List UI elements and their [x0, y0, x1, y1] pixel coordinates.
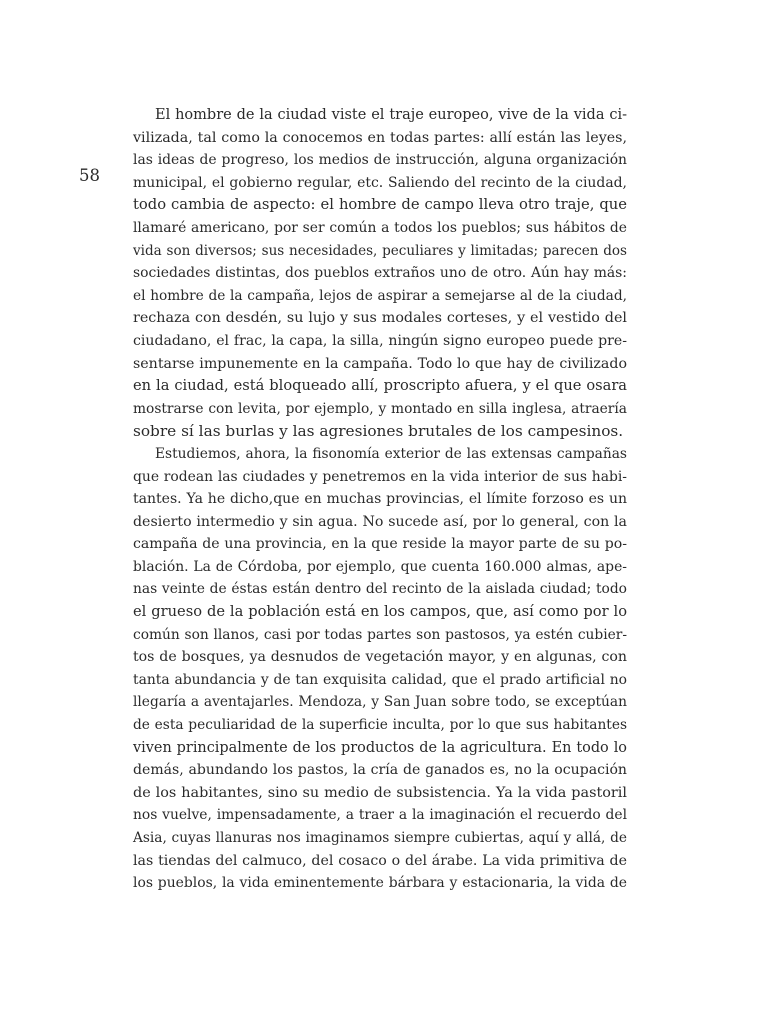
text-line: llegaría a aventajarles. Mendoza, y San Juan sobre todo, se exceptúan [133, 694, 627, 711]
text-line: municipal, el gobierno regular, etc. Saliendo del recinto de la ciudad, [133, 174, 627, 191]
text-line: el grueso de la población está en los campos, que, así como por lo [133, 603, 627, 621]
text-line: demás, abundando los pastos, la cría de ganados es, no la ocupación [133, 762, 627, 779]
text-line: Estudiemos, ahora, la fisonomía exterior de las extensas campañas [155, 445, 627, 462]
text-line: vilizada, tal como la conocemos en todas partes: allí están las leyes, [133, 129, 627, 146]
text-line: ciudadano, el frac, la capa, la silla, ningún signo europeo puede pre- [133, 332, 627, 349]
text-line: El hombre de la ciudad viste el traje europeo, vive de la vida ci- [155, 107, 627, 123]
text-line: campaña de una provincia, en la que reside la mayor parte de su po- [133, 536, 627, 553]
text-line: que rodean las ciudades y penetremos en la vida interior de sus habi- [133, 468, 627, 485]
text-line: tanta abundancia y de tan exquisita calidad, que el prado artificial no [133, 671, 627, 688]
text-line: desierto intermedio y sin agua. No sucede así, por lo general, con la [133, 513, 627, 530]
text-line: de esta peculiaridad de la superficie inculta, por lo que sus habitantes [133, 717, 627, 734]
text-line: las tiendas del calmuco, del cosaco o del árabe. La vida primitiva de [133, 852, 627, 869]
text-line: común son llanos, casi por todas partes son pastosos, ya estén cubier- [133, 626, 627, 643]
text-line: los pueblos, la vida eminentemente bárbara y estacionaria, la vida de [133, 875, 627, 892]
text-line: en la ciudad, está bloqueado allí, proscripto afuera, y el que osara [133, 377, 627, 395]
text-line: sentarse impunemente en la campaña. Todo lo que hay de civilizado [133, 355, 627, 372]
text-line: nas veinte de éstas están dentro del recinto de la aislada ciudad; todo [133, 581, 627, 598]
text-line: el hombre de la campaña, lejos de aspirar a semejarse al de la ciudad, [133, 287, 627, 304]
text-line: las ideas de progreso, los medios de instrucción, alguna organización [133, 152, 627, 169]
page-number: 58 [79, 166, 100, 185]
text-line: sociedades distintas, dos pueblos extraños uno de otro. Aún hay más: [133, 265, 627, 282]
text-line: de los habitantes, sino su medio de subsistencia. Ya la vida pastoril [133, 784, 627, 801]
text-line: sobre sí las burlas y las agresiones brutales de los campesinos. [133, 422, 624, 441]
text-line: blación. La de Córdoba, por ejemplo, que cuenta 160.000 almas, ape- [133, 558, 627, 575]
text-line: vida son diversos; sus necesidades, peculiares y limitadas; parecen dos [133, 242, 627, 259]
text-line: Asia, cuyas llanuras nos imaginamos siempre cubiertas, aquí y allá, de [133, 830, 627, 846]
body-text [133, 104, 627, 895]
paragraph-2 [133, 443, 627, 895]
text-line: llamaré americano, por ser común a todos los pueblos; sus hábitos de [133, 219, 627, 236]
text-line: tantes. Ya he dicho,que en muchas provincias, el límite forzoso es un [133, 491, 627, 508]
paragraph-1 [133, 104, 627, 443]
text-line: viven principalmente de los productos de la agricultura. En todo lo [133, 739, 627, 756]
text-line: nos vuelve, impensadamente, a traer a la imaginación el recuerdo del [133, 807, 627, 824]
text-line: rechaza con desdén, su lujo y sus modales corteses, y el vestido del [133, 310, 627, 327]
text-line: todo cambia de aspecto: el hombre de campo lleva otro traje, que [133, 196, 627, 214]
text-line: tos de bosques, ya desnudos de vegetación mayor, y en algunas, con [133, 649, 627, 666]
text-line: mostrarse con levita, por ejemplo, y montado en silla inglesa, atraería [133, 400, 627, 417]
